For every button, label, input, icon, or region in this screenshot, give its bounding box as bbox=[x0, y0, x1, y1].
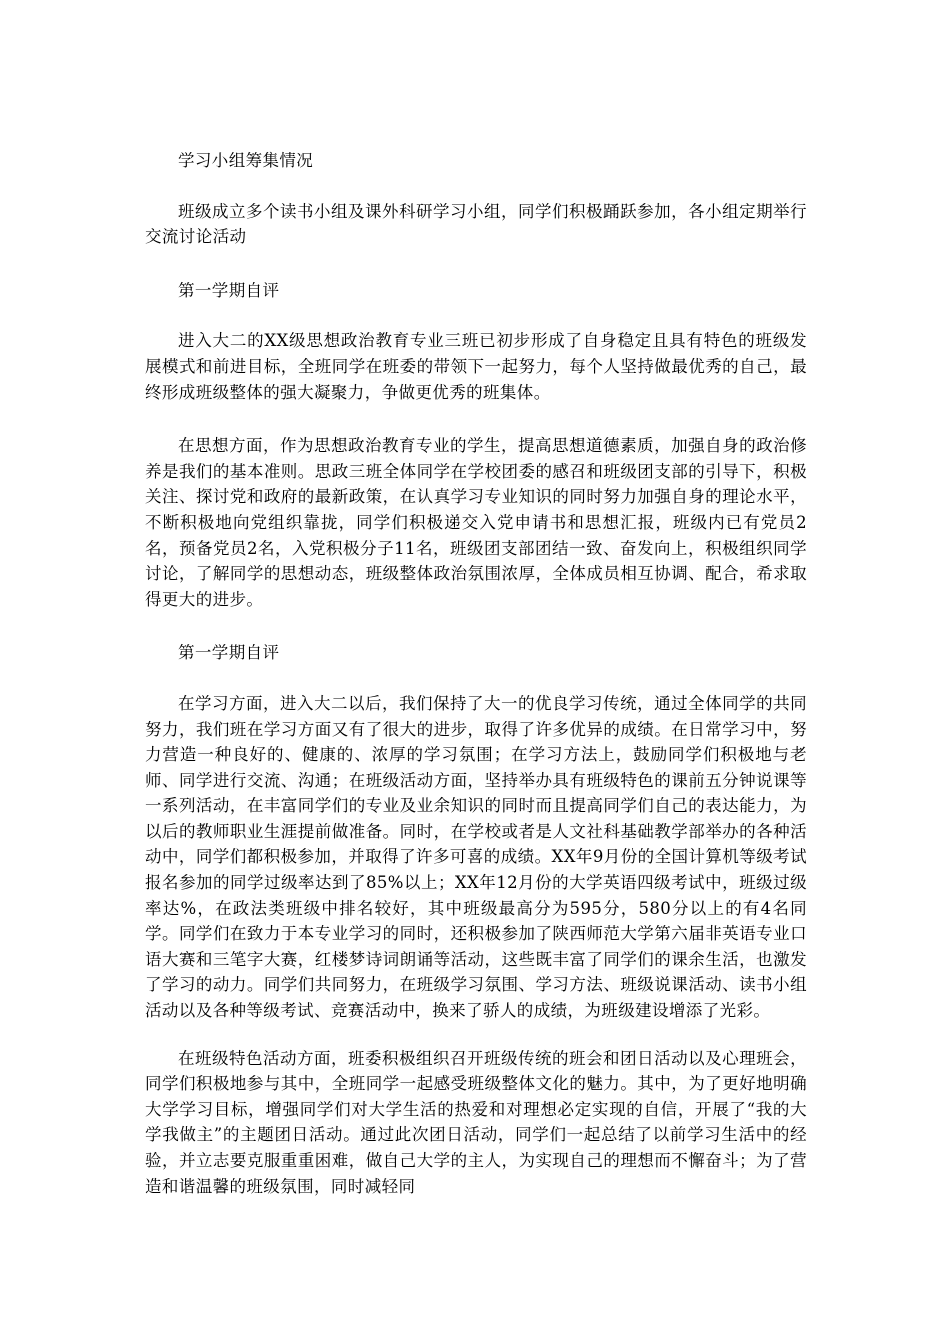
section-heading-study-groups: 学习小组筹集情况 bbox=[178, 151, 314, 170]
paragraph-class-activities: 在班级特色活动方面，班委积极组织召开班级传统的班会和团日活动以及心理班会，同学们积极地参与其中，全班同学一起感受班级整体文化的魅力。其中，为了更好地明确大学学习目标，增强同学们对大学生活的热爱和对理想必定实现的自信，开展了“我的大学我做主”的主题团日活动。通过此次团日活动，同学们一起总结了以前学习生活中的经验，并立志要克服重重困难，做自己大学的主人，为实现自己的理想而不懈奋斗；为了营造和谐温馨的班级氛围，同时减轻同 bbox=[145, 1048, 807, 1196]
paragraph-study-groups: 班级成立多个读书小组及课外科研学习小组，同学们积极踊跃参加，各小组定期举行交流讨论活动 bbox=[145, 201, 807, 247]
paragraph-ideology: 在思想方面，作为思想政治教育专业的学生，提高思想道德素质，加强自身的政治修养是我们的基本准则。思政三班全体同学在学校团委的感召和班级团支部的引导下，积极关注、探讨党和政府的最新政策，在认真学习专业知识的同时努力加强自身的理论水平，不断积极地向党组织靠拢，同学们积极递交入党申请书和思想汇报，班级内已有党员2名，预备党员2名，入党积极分子11名，班级团支部团结一致、奋发向上，积极组织同学讨论，了解同学的思想动态，班级整体政治氛围浓厚，全体成员相互协调、配合，希求取得更大的进步。 bbox=[145, 436, 807, 609]
document-page bbox=[145, 148, 807, 1227]
section-heading-self-evaluation-2: 第一学期自评 bbox=[178, 643, 280, 663]
paragraph-study: 在学习方面，进入大二以后，我们保持了大一的优良学习传统，通过全体同学的共同努力，我们班在学习方面又有了很大的进步，取得了许多优异的成绩。在日常学习中，努力营造一种良好的、健康的、浓厚的学习氛围；在学习方法上，鼓励同学们积极地与老师、同学进行交流、沟通；在班级活动方面，坚持举办具有班级特色的课前五分钟说课等一系列活动，在丰富同学们的专业及业余知识的同时而且提高同学们自己的表达能力，为以后的教师职业生涯提前做准备。同时，在学校或者是人文社科基础教学部举办的各种活动中，同学们都积极参加，并取得了许多可喜的成绩。XX年9月份的全国计算机等级考试报名参加的同学过级率达到了85%以上；XX年12月份的大学英语四级考试中，班级过级率达%，在政法类班级中排名较好，其中班级最高分为595分，580分以上的有4名同学。同学们在致力于本专业学习的同时，还积极参加了陕西师范大学第六届非英语专业口语大赛和三笔字大赛，红楼梦诗词朗诵等活动，这些既丰富了同学们的课余生活，也激发了学习的动力。同学们共同努力，在班级学习氛围、学习方法、班级说课活动、读书小组活动以及各种等级考试、竞赛活动中，换来了骄人的成绩，为班级建设增添了光彩。 bbox=[145, 693, 807, 1021]
paragraph-class-intro: 进入大二的XX级思想政治教育专业三班已初步形成了自身稳定且具有特色的班级发展模式和前进目标，全班同学在班委的带领下一起努力，每个人坚持做最优秀的自己，最终形成班级整体的强大凝聚力，争做更优秀的班集体。 bbox=[145, 331, 807, 402]
section-heading-self-evaluation-1: 第一学期自评 bbox=[178, 280, 280, 300]
